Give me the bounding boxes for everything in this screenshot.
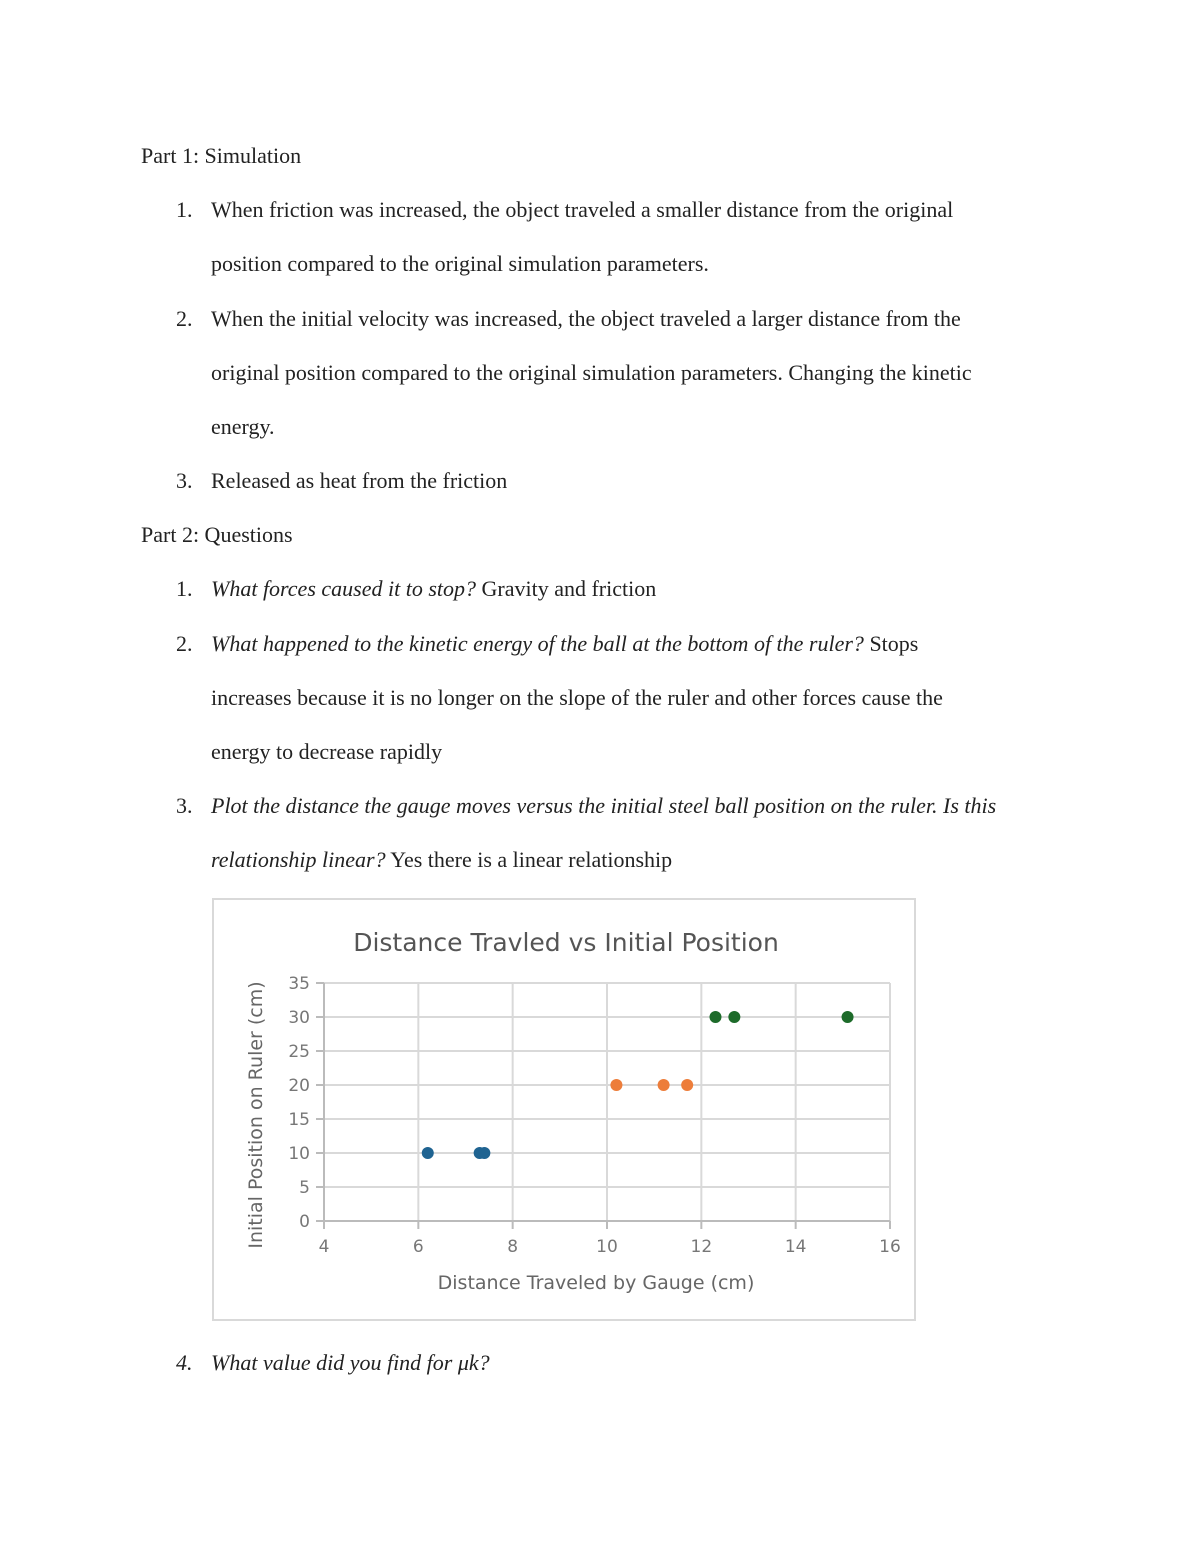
- q3-line-1: [211, 793, 996, 819]
- data-point: [681, 1079, 693, 1091]
- chart-title: Distance Travled vs Initial Position: [353, 928, 779, 957]
- y-tick-label: 0: [299, 1212, 310, 1232]
- y-tick-label: 15: [288, 1110, 310, 1130]
- q2-number: 2.: [176, 631, 193, 656]
- part1-item-2-line-3: energy.: [211, 414, 275, 439]
- scatter-chart: [212, 898, 916, 1321]
- part1-item-3-line-1: Released as heat from the friction: [211, 468, 508, 493]
- q4-question: What value did you find for μk?: [211, 1350, 490, 1375]
- q4-number-text: 4.: [176, 1350, 193, 1375]
- x-tick-label: 4: [318, 1237, 330, 1257]
- y-tick-label: 20: [288, 1076, 310, 1096]
- data-point: [478, 1147, 490, 1159]
- x-axis-label: Distance Traveled by Gauge (cm): [437, 1272, 755, 1294]
- y-axis-label: Initial Position on Ruler (cm): [245, 981, 267, 1249]
- part1-item-2-number: 2.: [176, 306, 193, 331]
- x-tick-label: 14: [784, 1237, 807, 1257]
- x-tick-label: 10: [596, 1237, 618, 1257]
- y-tick-label: 5: [299, 1178, 310, 1198]
- q2-answer-start: Stops: [863, 631, 919, 656]
- data-point: [842, 1011, 854, 1023]
- q1-answer: Gravity and friction: [476, 576, 657, 601]
- q1-line: [211, 576, 656, 602]
- part1-item-1-line-1: When friction was increased, the object traveled a smaller distance from the original: [211, 197, 954, 222]
- data-point: [658, 1079, 670, 1091]
- q2-question: What happened to the kinetic energy of the ball at the bottom of the ruler?: [211, 631, 864, 656]
- q2-answer-line-2: increases because it is no longer on the slope of the ruler and other forces cause the: [211, 685, 943, 710]
- data-point: [422, 1147, 434, 1159]
- q1-number: 1.: [176, 576, 193, 601]
- q2-line-1: [211, 631, 918, 657]
- data-point: [728, 1011, 740, 1023]
- part1-item-1-number: 1.: [176, 197, 193, 222]
- data-point: [610, 1079, 622, 1091]
- part1-item-1-line-2: position compared to the original simulation parameters.: [211, 251, 709, 276]
- x-tick-label: 12: [690, 1237, 713, 1257]
- y-tick-label: 25: [288, 1042, 310, 1062]
- q3-number: 3.: [176, 793, 193, 818]
- q2-answer-line-3: energy to decrease rapidly: [211, 739, 443, 764]
- chart-canvas: [214, 900, 914, 1319]
- q1-question: What forces caused it to stop?: [211, 576, 476, 601]
- q3-question-line-1: Plot the distance the gauge moves versus the initial steel ball position on the ruler. Is this: [211, 793, 997, 818]
- y-tick-label: 30: [288, 1008, 310, 1028]
- grid: [324, 983, 890, 1221]
- q4-number: [176, 1350, 193, 1376]
- q3-line-2: [211, 847, 672, 873]
- q4-line: [211, 1350, 490, 1376]
- q3-question-line-2: relationship linear?: [211, 847, 386, 872]
- part1-item-3-number: 3.: [176, 468, 193, 493]
- data-point: [709, 1011, 721, 1023]
- part2-heading: Part 2: Questions: [141, 522, 293, 547]
- y-tick-label: 35: [288, 974, 310, 994]
- part1-item-2-line-2: original position compared to the original simulation parameters. Changing the kinetic: [211, 360, 972, 385]
- part1-heading: Part 1: Simulation: [141, 143, 302, 168]
- part1-item-2-line-1: When the initial velocity was increased, the object traveled a larger distance from the: [211, 306, 961, 331]
- axes: [316, 983, 890, 1229]
- x-tick-label: 8: [507, 1237, 519, 1257]
- y-tick-label: 10: [288, 1144, 310, 1164]
- x-tick-label: 6: [412, 1237, 424, 1257]
- q3-answer: Yes there is a linear relationship: [385, 847, 673, 872]
- x-tick-label: 16: [879, 1237, 901, 1257]
